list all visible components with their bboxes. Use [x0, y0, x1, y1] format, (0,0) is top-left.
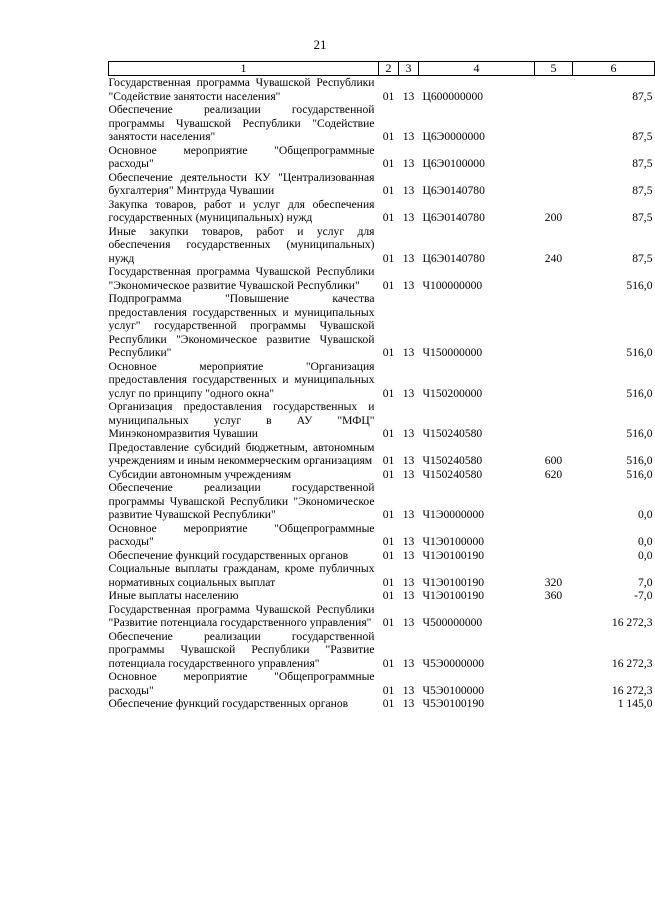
row-name: Обеспечение функций государственных органов [108, 697, 349, 710]
row-target-code: Ч5Э0000000 [422, 656, 485, 670]
row-amount: 516,0 [626, 454, 653, 467]
row-name: Обеспечение реализации государственной программы Чувашской Республики "Экономическое развитие Чувашской Республики" [108, 481, 375, 521]
row-name: Обеспечение деятельности КУ "Централизованная бухгалтерия" Минтруда Чувашии [108, 170, 375, 197]
row-name: Государственная программа Чувашской Республики "Экономическое развитие Чувашской Республики" [108, 265, 375, 292]
row-subsection: 13 [402, 575, 415, 589]
table-row [109, 198, 655, 225]
row-name: Обеспечение реализации государственной программы Чувашской Республики "Развитие потенциала государственного управления" [108, 629, 375, 670]
row-target-code: Ц6Э0100000 [422, 157, 485, 170]
row-subsection: 13 [402, 130, 415, 143]
row-amount: 87,5 [632, 211, 653, 224]
row-target-code: Ч1Э0000000 [422, 508, 485, 521]
row-amount: 16 272,3 [611, 656, 653, 670]
row-expense-type [535, 103, 573, 144]
row-name: Предоставление субсидий бюджетным, автономным учреждениям и иным некоммерческим организациям [108, 440, 375, 467]
row-section: 01 [382, 454, 395, 467]
row-name: Основное мероприятие "Организация предоставления государственных и муниципальных услуг по принципу "одного окна" [108, 359, 375, 400]
row-section: 01 [382, 251, 395, 265]
row-section: 01 [382, 427, 395, 440]
row-amount: 1 145,0 [617, 697, 653, 710]
row-amount: -7,0 [634, 589, 653, 602]
header-col-2: 2 [379, 62, 399, 76]
row-section: 01 [382, 211, 395, 224]
row-subsection: 13 [402, 548, 415, 562]
header-col-6: 6 [573, 62, 655, 76]
row-target-code: Ц6Э0000000 [422, 130, 485, 143]
table-row [109, 589, 655, 603]
row-target-code: Ч100000000 [422, 278, 483, 292]
header-col-1: 1 [109, 62, 379, 76]
row-subsection: 13 [402, 697, 415, 710]
table-row [109, 670, 655, 697]
row-section: 01 [382, 278, 395, 292]
row-amount: 87,5 [632, 184, 653, 197]
row-section: 01 [382, 535, 395, 548]
header-col-4: 4 [419, 62, 535, 76]
row-subsection: 13 [402, 616, 415, 629]
table-row [109, 360, 655, 401]
row-expense-type [535, 630, 573, 671]
row-target-code: Ч150240580 [422, 427, 483, 440]
table-row [109, 144, 655, 171]
row-amount: 516,0 [626, 427, 653, 440]
row-subsection: 13 [402, 386, 415, 400]
row-section: 01 [382, 89, 395, 103]
row-expense-type [535, 481, 573, 522]
row-target-code: Ч150240580 [422, 467, 483, 481]
row-section: 01 [382, 548, 395, 562]
row-section: 01 [382, 697, 395, 710]
row-expense-type [535, 697, 573, 711]
row-expense-type [535, 670, 573, 697]
row-name: Подпрограмма "Повышение качества предоставления государственных и муниципальных услуг" государственной программы Чувашской Республики "Экономическое развитие Чувашской Республики" [108, 292, 375, 359]
row-expense-type [535, 549, 573, 563]
row-section: 01 [382, 508, 395, 521]
table-header [109, 62, 655, 76]
row-name: Организация предоставления государственных и муниципальных услуг в АУ "МФЦ" Минэкономразвития Чувашии [108, 400, 375, 440]
row-amount: 87,5 [632, 130, 653, 143]
row-target-code: Ч150200000 [422, 386, 483, 400]
row-section: 01 [382, 575, 395, 589]
row-subsection: 13 [402, 683, 415, 697]
row-expense-type: 240 [544, 251, 563, 265]
row-section: 01 [382, 346, 395, 359]
header-col-3: 3 [399, 62, 419, 76]
row-target-code: Ц6Э0140780 [422, 211, 485, 224]
row-section: 01 [382, 130, 395, 143]
row-name: Основное мероприятие "Общепрограммные расходы" [108, 670, 375, 697]
table-body [109, 76, 655, 711]
row-name: Обеспечение функций государственных органов [108, 548, 349, 562]
row-amount: 87,5 [632, 157, 653, 170]
table-row [109, 630, 655, 671]
row-target-code: Ц600000000 [422, 89, 484, 103]
header-col-5: 5 [535, 62, 573, 76]
table-row [109, 522, 655, 549]
row-name: Обеспечение реализации государственной программы Чувашской Республики "Содействие занятости населения" [108, 103, 375, 143]
row-amount: 516,0 [626, 386, 653, 400]
table-row [109, 441, 655, 468]
row-target-code: Ч1Э0100190 [422, 589, 485, 602]
row-amount: 16 272,3 [611, 683, 653, 697]
table-row [109, 603, 655, 630]
row-section: 01 [382, 656, 395, 670]
row-expense-type [535, 171, 573, 198]
table-row [109, 225, 655, 266]
row-amount: 0,0 [638, 508, 653, 521]
row-section: 01 [382, 157, 395, 170]
row-subsection: 13 [402, 346, 415, 359]
row-subsection: 13 [402, 211, 415, 224]
row-expense-type [535, 265, 573, 292]
row-amount: 516,0 [626, 278, 653, 292]
table-row [109, 562, 655, 589]
table-row [109, 76, 655, 104]
row-amount: 16 272,3 [611, 616, 653, 629]
row-expense-type: 320 [544, 575, 563, 589]
row-expense-type [535, 292, 573, 360]
row-target-code: Ч150000000 [422, 346, 483, 359]
table-row [109, 468, 655, 482]
row-expense-type [535, 603, 573, 630]
row-name: Субсидии автономным учреждениям [108, 467, 292, 481]
row-subsection: 13 [402, 278, 415, 292]
row-amount: 0,0 [638, 535, 653, 548]
row-section: 01 [382, 386, 395, 400]
row-expense-type: 360 [544, 589, 563, 602]
row-subsection: 13 [402, 535, 415, 548]
budget-table [108, 61, 655, 711]
row-name: Основное мероприятие "Общепрограммные расходы" [108, 143, 375, 170]
row-name: Иные выплаты населению [108, 589, 239, 602]
row-amount: 7,0 [638, 575, 653, 589]
row-amount: 87,5 [632, 251, 653, 265]
row-subsection: 13 [402, 454, 415, 467]
row-target-code: Ч5Э0100190 [422, 697, 485, 710]
row-subsection: 13 [402, 656, 415, 670]
row-expense-type: 200 [544, 211, 563, 224]
table-row [109, 481, 655, 522]
row-target-code: Ч500000000 [422, 616, 483, 629]
row-expense-type [535, 76, 573, 104]
row-target-code: Ч1Э0100190 [422, 575, 485, 589]
row-target-code: Ч1Э0100000 [422, 535, 485, 548]
row-target-code: Ч5Э0100000 [422, 683, 485, 697]
row-subsection: 13 [402, 89, 415, 103]
table-row [109, 265, 655, 292]
row-name: Основное мероприятие "Общепрограммные расходы" [108, 521, 375, 548]
row-target-code: Ч1Э0100190 [422, 548, 485, 562]
row-name: Закупка товаров, работ и услуг для обеспечения государственных (муниципальных) нужд [108, 197, 375, 224]
row-subsection: 13 [402, 251, 415, 265]
table-row [109, 171, 655, 198]
row-amount: 87,5 [632, 89, 653, 103]
row-subsection: 13 [402, 589, 415, 602]
row-subsection: 13 [402, 157, 415, 170]
row-subsection: 13 [402, 184, 415, 197]
row-expense-type [535, 360, 573, 401]
row-name: Государственная программа Чувашской Республики "Содействие занятости населения" [108, 76, 375, 103]
row-amount: 0,0 [638, 548, 653, 562]
row-section: 01 [382, 589, 395, 602]
row-expense-type [535, 144, 573, 171]
page-number: 21 [313, 37, 327, 52]
row-subsection: 13 [402, 427, 415, 440]
row-target-code: Ц6Э0140780 [422, 184, 485, 197]
table-row [109, 697, 655, 711]
table-row [109, 400, 655, 441]
row-section: 01 [382, 184, 395, 197]
row-section: 01 [382, 467, 395, 481]
row-target-code: Ц6Э0140780 [422, 251, 485, 265]
row-subsection: 13 [402, 508, 415, 521]
row-expense-type: 600 [544, 454, 563, 467]
row-section: 01 [382, 616, 395, 629]
table-row [109, 549, 655, 563]
row-expense-type [535, 400, 573, 441]
table-row [109, 103, 655, 144]
row-target-code: Ч150240580 [422, 454, 483, 467]
row-amount: 516,0 [626, 467, 653, 481]
row-amount: 516,0 [626, 346, 653, 359]
row-name: Социальные выплаты гражданам, кроме публичных нормативных социальных выплат [108, 562, 375, 589]
row-expense-type: 620 [544, 467, 563, 481]
table-row [109, 292, 655, 360]
row-expense-type [535, 522, 573, 549]
row-name: Государственная программа Чувашской Республики "Развитие потенциала государственного управления" [108, 602, 375, 629]
row-name: Иные закупки товаров, работ и услуг для обеспечения государственных (муниципальных) нужд [108, 224, 375, 265]
row-subsection: 13 [402, 467, 415, 481]
row-section: 01 [382, 683, 395, 697]
